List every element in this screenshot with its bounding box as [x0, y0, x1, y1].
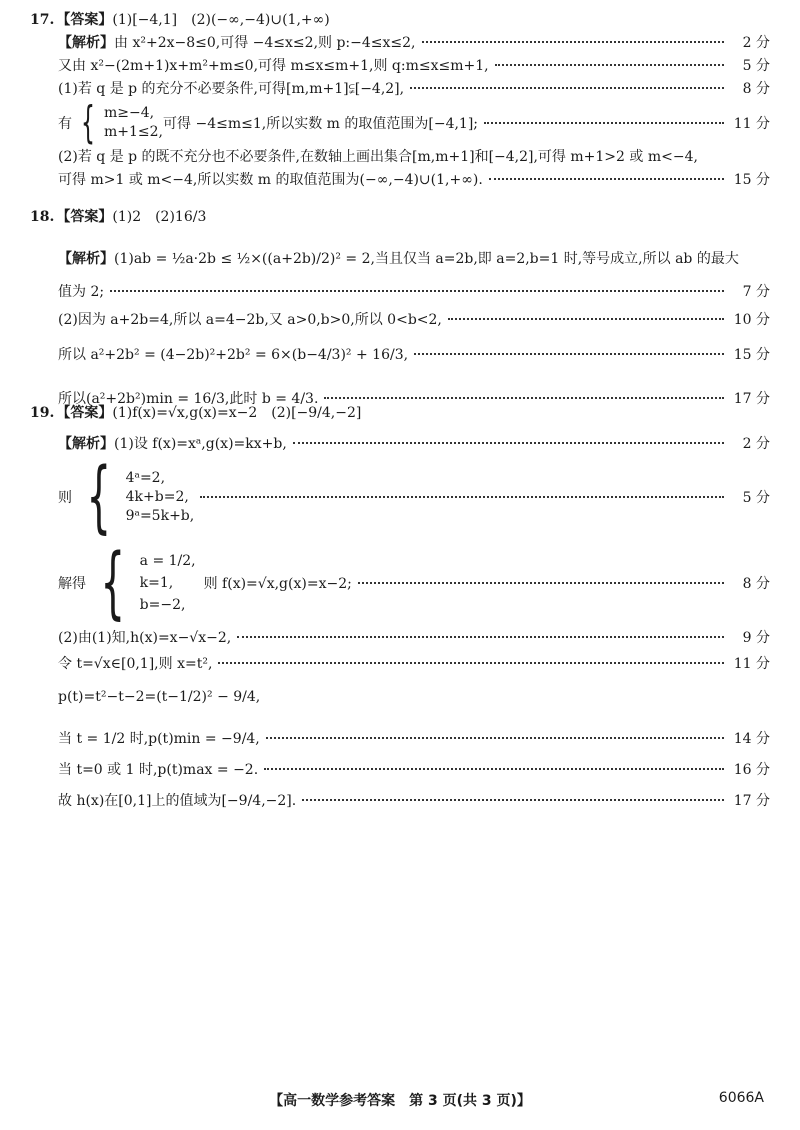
analysis-tag: 【解析】 [58, 436, 114, 452]
solution-text: 所以(a²+2b²)min = 16/3,此时 b = 4/3. [58, 391, 319, 407]
solution-text: (1)若 q 是 p 的充分不必要条件,可得[m,m+1]⫋[−4,2], [58, 81, 405, 97]
leader-dots [293, 442, 724, 444]
solution-text: 可得 m>1 或 m<−4,所以实数 m 的取值范围为(−∞,−4)∪(1,+∞). [58, 172, 483, 188]
leader-dots [237, 636, 724, 638]
solution-line [30, 33, 770, 53]
solution-text: 又由 x²−(2m+1)x+m²+m≤0,可得 m≤x≤m+1,则 q:m≤x≤m+1, [58, 58, 489, 74]
document-code: 6066A [718, 1090, 764, 1106]
score: 11 分 [733, 656, 770, 672]
equation-system [126, 469, 195, 526]
solution-text: 则 [58, 490, 72, 506]
score: 2 分 [742, 35, 770, 51]
solution-line [30, 310, 770, 330]
score: 7 分 [742, 284, 770, 300]
leader-dots [484, 122, 724, 124]
solution-line [30, 538, 770, 628]
solution-text: 由 x²+2x−8≤0,可得 −4≤x≤2,则 p:−4≤x≤2, [114, 35, 416, 51]
solution-line [30, 654, 770, 674]
leader-dots [495, 64, 724, 66]
solution-line [30, 147, 770, 167]
solution-text: 解得 [58, 576, 86, 592]
system-line: 4ᵃ=2, [125, 469, 166, 486]
solution-line [30, 724, 770, 754]
solution-line [30, 244, 770, 274]
score: 10 分 [733, 312, 770, 328]
footer-title: 【高一数学参考答案 第 3 页(共 3 页)】 [269, 1093, 531, 1109]
solution-line [30, 452, 770, 542]
brace-symbol: { [100, 538, 126, 628]
system-line: m+1≤2, [104, 124, 164, 140]
problem-number: 19. [30, 405, 55, 421]
solution-text: (2)由(1)知,h(x)=x−√x−2, [58, 630, 232, 646]
solution-line [30, 434, 770, 454]
solution-text: 可得 −4≤m≤1,所以实数 m 的取值范围为[−4,1]; [163, 116, 479, 132]
answer-tag: 【答案】 [56, 209, 113, 225]
solution-text: 则 f(x)=√x,g(x)=x−2; [203, 576, 352, 592]
leader-dots [264, 768, 724, 770]
solution-line [30, 786, 770, 816]
score: 16 分 [733, 762, 770, 778]
solution-line [30, 97, 770, 148]
solution-line [30, 56, 770, 76]
solution-line [30, 760, 770, 780]
solution-text: 故 h(x)在[0,1]上的值域为[−9/4,−2]. [58, 793, 297, 809]
leader-dots [218, 662, 724, 664]
score: 14 分 [733, 731, 770, 747]
solution-line [30, 340, 770, 370]
problem-19 [30, 398, 770, 816]
answer-line [30, 10, 770, 30]
answer-text: (1)[−4,1] (2)(−∞,−4)∪(1,+∞) [112, 12, 330, 28]
answer-text: (1)f(x)=√x,g(x)=x−2 (2)[−9/4,−2] [112, 405, 362, 421]
leader-dots [448, 318, 724, 320]
solution-line [30, 79, 770, 99]
solution-line [30, 628, 770, 648]
leader-dots [302, 799, 724, 801]
system-line: 9ᵃ=5k+b, [125, 507, 195, 524]
solution-line [30, 282, 770, 302]
answer-tag: 【答案】 [56, 405, 113, 421]
score: 9 分 [742, 630, 770, 646]
solution-text: (1)设 f(x)=xᵃ,g(x)=kx+b, [114, 436, 287, 452]
score: 5 分 [742, 490, 770, 506]
brace-symbol: { [81, 97, 95, 148]
analysis-tag: 【解析】 [58, 35, 114, 51]
system-line: m≥−4, [104, 105, 155, 121]
leader-dots [489, 178, 724, 180]
solution-text: (2)因为 a+2b=4,所以 a=4−2b,又 a>0,b>0,所以 0<b<2, [58, 312, 442, 328]
answer-tag: 【答案】 [56, 12, 113, 28]
leader-dots [266, 737, 724, 739]
solution-text: 有 [58, 116, 72, 132]
system-line: a = 1/2, [139, 553, 196, 569]
leader-dots [422, 41, 725, 43]
solution-text: 当 t=0 或 1 时,p(t)max = −2. [58, 762, 259, 778]
solution-text: p(t)=t²−t−2=(t−1/2)² − 9/4, [58, 689, 261, 705]
solution-text: (1)ab = ½a·2b ≤ ½×((a+2b)/2)² = 2,当且仅当 a=2b,即 a=2,b=1 时,等号成立,所以 ab 的最大 [114, 251, 739, 267]
system-line: b=−2, [139, 597, 186, 613]
problem-18 [30, 202, 770, 414]
solution-text: 令 t=√x∈[0,1],则 x=t², [58, 656, 213, 672]
score: 15 分 [733, 347, 770, 363]
score: 5 分 [742, 58, 770, 74]
system-line: 4k+b=2, [125, 488, 189, 505]
problem-number: 18. [30, 209, 55, 225]
leader-dots [358, 582, 724, 584]
equation-system [140, 550, 196, 616]
solution-line [30, 170, 770, 190]
system-line: k=1, [139, 575, 174, 591]
answer-line [30, 398, 770, 428]
score: 8 分 [742, 576, 770, 592]
score: 15 分 [733, 172, 770, 188]
solution-text: 所以 a²+2b² = (4−2b)²+2b² = 6×(b−4/3)² + 16/3, [58, 347, 409, 363]
score: 11 分 [733, 116, 770, 132]
problem-17 [30, 10, 770, 190]
leader-dots [410, 87, 724, 89]
solution-line [30, 682, 770, 712]
problem-number: 17. [30, 12, 55, 28]
leader-dots [200, 496, 724, 498]
analysis-tag: 【解析】 [58, 251, 114, 267]
score: 2 分 [742, 436, 770, 452]
leader-dots [110, 290, 724, 292]
answer-line [30, 202, 770, 232]
brace-symbol: { [86, 452, 112, 542]
leader-dots [414, 353, 724, 355]
score: 17 分 [733, 793, 770, 809]
solution-text: (2)若 q 是 p 的既不充分也不必要条件,在数轴上画出集合[m,m+1]和[−4,2],可得 m+1>2 或 m<−4, [58, 149, 698, 165]
answer-text: (1)2 (2)16/3 [112, 209, 207, 225]
solution-text: 值为 2; [58, 284, 105, 300]
inequality-system [104, 104, 163, 142]
score: 17 分 [733, 391, 770, 407]
score: 8 分 [742, 81, 770, 97]
solution-text: 当 t = 1/2 时,p(t)min = −9/4, [58, 731, 260, 747]
